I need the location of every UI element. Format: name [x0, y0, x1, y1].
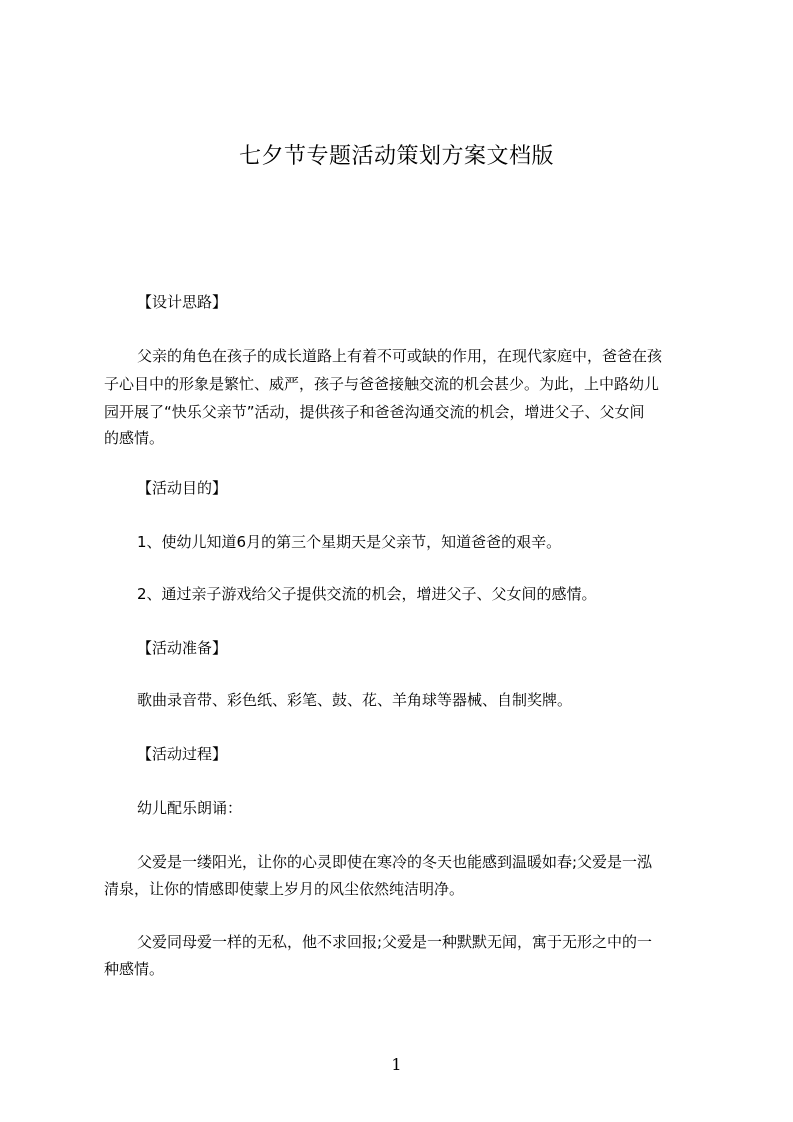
design-paragraph-line: 父亲的角色在孩子的成长道路上有着不可或缺的作用，在现代家庭中，爸爸在孩: [137, 347, 663, 365]
poem-line: 父爱是一缕阳光，让你的心灵即使在寒冷的冬天也能感到温暖如春;父爱是一泓: [137, 853, 653, 871]
design-paragraph-line: 的感情。: [104, 429, 165, 447]
process-intro: 幼儿配乐朗诵：: [137, 799, 243, 817]
section-heading-prep: 【活动准备】: [137, 639, 228, 657]
design-paragraph-line: 园开展了“快乐父亲节”活动，提供孩子和爸爸沟通交流的机会，增进父子、父女间: [104, 403, 645, 421]
poem-line: 种感情。: [104, 960, 165, 978]
poem-line: 父爱同母爱一样的无私，他不求回报;父爱是一种默默无闻，寓于无形之中的一: [137, 933, 653, 951]
section-heading-goal: 【活动目的】: [137, 479, 228, 497]
design-paragraph-line: 子心目中的形象是繁忙、威严，孩子与爸爸接触交流的机会甚少。为此，上中路幼儿: [104, 375, 660, 393]
prep-text: 歌曲录音带、彩色纸、彩笔、鼓、花、羊角球等器械、自制奖牌。: [137, 691, 573, 709]
poem-line: 清泉，让你的情感即使蒙上岁月的风尘依然纯洁明净。: [104, 880, 465, 898]
section-heading-design: 【设计思路】: [137, 293, 228, 311]
goal-item-2: 2、通过亲子游戏给父子提供交流的机会，增进父子、父女间的感情。: [137, 585, 597, 603]
document-title: 七夕节专题活动策划方案文档版: [238, 144, 554, 169]
page-number: 1: [391, 1055, 402, 1074]
goal-item-1: 1、使幼儿知道6月的第三个星期天是父亲节，知道爸爸的艰辛。: [137, 533, 562, 551]
section-heading-process: 【活动过程】: [137, 745, 228, 763]
